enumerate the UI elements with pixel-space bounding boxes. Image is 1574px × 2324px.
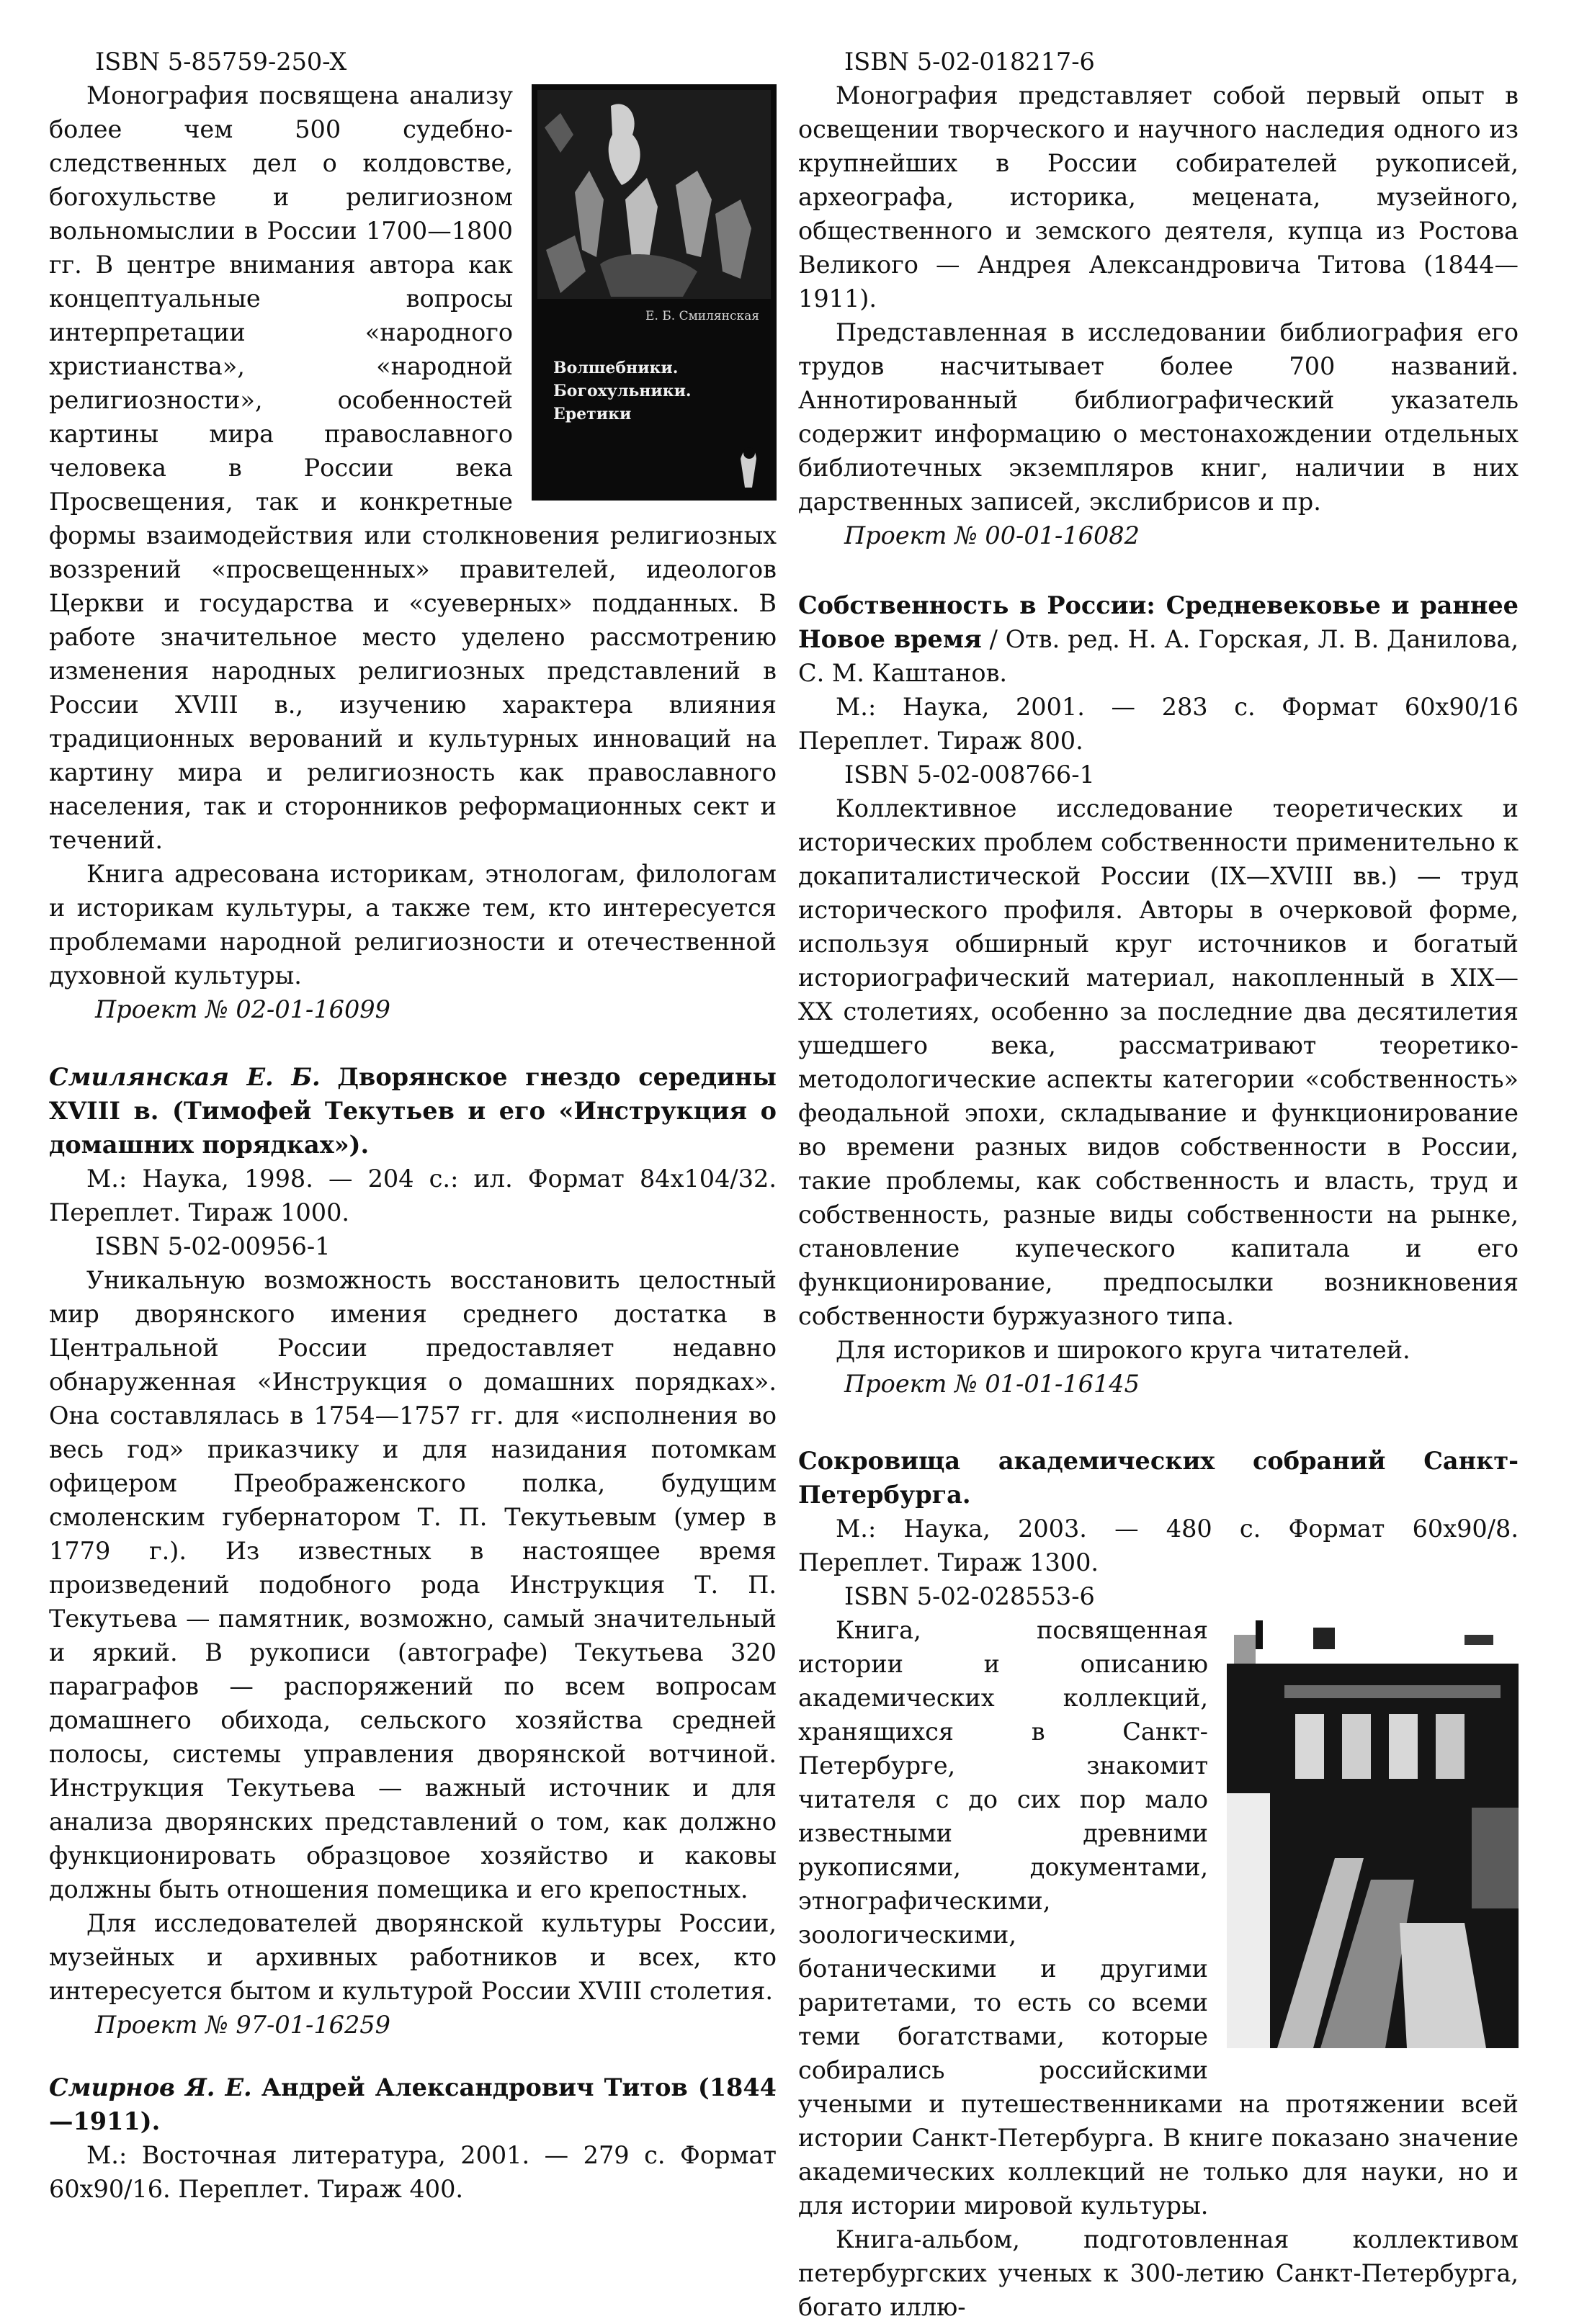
entry-author: Смилянская Е. Б.	[49, 1063, 321, 1091]
isbn: ISBN 5-02-018217-6	[844, 48, 1095, 76]
entry-heading	[49, 2070, 777, 2138]
cover-title-line2: Богохульники. Еретики	[553, 382, 692, 423]
publication-info: М.: Наука, 2001. — 283 с. Формат 60x90/16 Переплет. Тираж 800.	[798, 693, 1519, 755]
annotation-paragraph: Для историков и широкого круга читателей.	[836, 1336, 1410, 1364]
right-column	[798, 45, 1519, 2324]
left-column	[49, 45, 777, 2206]
annotation-paragraph: Монография представляет собой первый опыт в освещении творческого и научного наследия одного из крупнейших в России собирателей рукописей, археографа, историка, мецената, музейного, общественного и земского деятеля, купца из Ростова Великого — Андрея Александровича Титова (1844—1911).	[798, 81, 1519, 313]
annotation-paragraph: Книга адресована историкам, этнологам, филологам и историкам культуры, а также тем, кто интересуется проблемами народной религиозности и отечественной духовной культуры.	[49, 860, 777, 990]
project-number: Проект № 02-01-16099	[95, 995, 390, 1023]
album-photo-artwork	[1227, 1620, 1519, 2048]
isbn: ISBN 5-02-00956-1	[95, 1232, 331, 1260]
entry-title: Дворянское гнездо середины XVIII в. (Тимофей Текутьев и его «Инструкция о домашних порядках»).	[49, 1063, 777, 1159]
annotation-paragraph: Представленная в исследовании библиография его трудов насчитывает более 700 названий. Аннотированный библиографический указатель содержит информацию о местонахождении отдельных библиотечных экземпляров книг, наличии в них дарственных записей, экслибрисов и пр.	[798, 318, 1519, 516]
annotation-paragraph: Книга-альбом, подготовленная коллективом петербургских ученых к 300-летию Санкт-Петербурга, богато иллю-	[798, 2225, 1519, 2321]
cover-author: Е. Б. Смилянская	[645, 309, 759, 323]
annotation-paragraph: Коллективное исследование теоретических и исторических проблем собственности применительно к докапиталистической России (IX—XVIII вв.) — труд исторического профиля. Авторы в очерковой форме, используя обширный круг источников и богатый историографический материал, накопленный в XIX—XX столетиях, особенно за последние два десятилетия ушедшего века, рассматривают теоретико-методологические аспекты категории «собственность» феодальной эпохи, складывание и функционирование во времени разных видов собственности в России, такие проблемы, как собственность и власть, труд и собственность, разные виды собственности на рынке, становление купеческого капитала и его функционирование, предпосылки возникновения собственности буржуазного типа.	[798, 794, 1519, 1330]
publication-info: М.: Наука, 1998. — 204 с.: ил. Формат 84x104/32. Переплет. Тираж 1000.	[49, 1165, 777, 1226]
isbn: ISBN 5-85759-250-X	[95, 48, 347, 76]
entry-title: Сокровища академических собраний Санкт-Петербурга.	[798, 1447, 1519, 1509]
entry-editors: / Отв. ред. Н. А. Горская, Л. В. Данилова, С. М. Каштанов.	[798, 625, 1519, 687]
book-cover-image	[532, 84, 777, 501]
cover-title	[553, 356, 769, 426]
annotation-paragraph: Для исследователей дворянской культуры России, музейных и архивных работников и всех, кто интересуется бытом и культурой России XVIII столетия.	[49, 1909, 777, 2005]
project-number: Проект № 00-01-16082	[844, 521, 1140, 549]
project-number: Проект № 97-01-16259	[95, 2011, 390, 2039]
publication-info: М.: Наука, 2003. — 480 с. Формат 60x90/8. Переплет. Тираж 1300.	[798, 1515, 1519, 1576]
entry-heading	[798, 588, 1519, 690]
entry-heading	[49, 1060, 777, 1162]
cover-title-line1: Волшебники.	[553, 359, 679, 377]
entry-title: Собственность в России: Средневековье и раннее Новое время	[798, 591, 1519, 653]
isbn: ISBN 5-02-028553-6	[844, 1582, 1095, 1610]
entry-author: Смирнов Я. Е.	[49, 2073, 252, 2101]
annotation-paragraph: Монография посвящена анализу более чем 500 судебно-следственных дел о колдовстве, богохульстве и религиозном вольномыслии в России 1700—1800 гг. В центре внимания автора как концептуальные вопросы интерпретации «народного христианства», «народной религиозности», особенностей картины мира православного человека в России века Просвещения, так и конкретные формы взаимодействия или столкновения религиозных воззрений «просвещенных» правителей, идеологов Церкви и государства и «суеверных» подданных. В работе значительное место уделено рассмотрению изменения народных религиозных представлений в России XVIII в., изучению характера влияния традиционных верований и культурных инноваций на картину мира и религиозность как православного населения, так и сторонников реформационных сект и течений.	[49, 81, 777, 854]
entry-title: Андрей Александрович Титов (1844—1911).	[49, 2073, 777, 2135]
entry-heading	[798, 1444, 1519, 1512]
annotation-paragraph: Книга, посвященная истории и описанию академических коллекций, хранящихся в Санкт-Петербурге, знакомит читателя с до сих пор мало известными древними рукописями, документами, этнографическими, зоологическими, ботаническими и другими раритетами, то есть со всеми теми богатствами, которые собирались российскими учеными и путешественниками на протяжении всей истории Санкт-Петербурга. В книге показано значение академических коллекций не только для науки, но и для истории мировой культуры.	[798, 1616, 1519, 2220]
isbn: ISBN 5-02-008766-1	[844, 761, 1095, 789]
annotation-paragraph: Уникальную возможность восстановить целостный мир дворянского имения среднего достатка в Центральной России предоставляет недавно обнаруженная «Инструкция о домашних порядках». Она составлялась в 1754—1757 гг. для «исполнения во весь год» приказчику и для назидания потомкам офицером Преображенского полка, будущим смоленским губернатором Т. П. Текутьевым (умер в 1779 г.). Из известных в настоящее время произведений подобного рода Инструкция Т. П. Текутьева — памятник, возможно, самый значительный и яркий. В рукописи (автографе) Текутьева 320 параграфов — распоряжений по всем вопросам домашнего обихода, сельского хозяйства средней полосы, системы управления дворянской вотчиной. Инструкция Текутьева — важный источник и для анализа дворянских представлений о том, как должно функционировать образцовое хозяйство и каковы должны быть отношения помещика и его крепостных.	[49, 1266, 777, 1903]
project-number: Проект № 01-01-16145	[844, 1370, 1140, 1398]
cover-artwork	[532, 84, 777, 501]
publication-info: М.: Восточная литература, 2001. — 279 с. Формат 60x90/16. Переплет. Тираж 400.	[49, 2141, 777, 2203]
album-photo	[1227, 1620, 1519, 2048]
